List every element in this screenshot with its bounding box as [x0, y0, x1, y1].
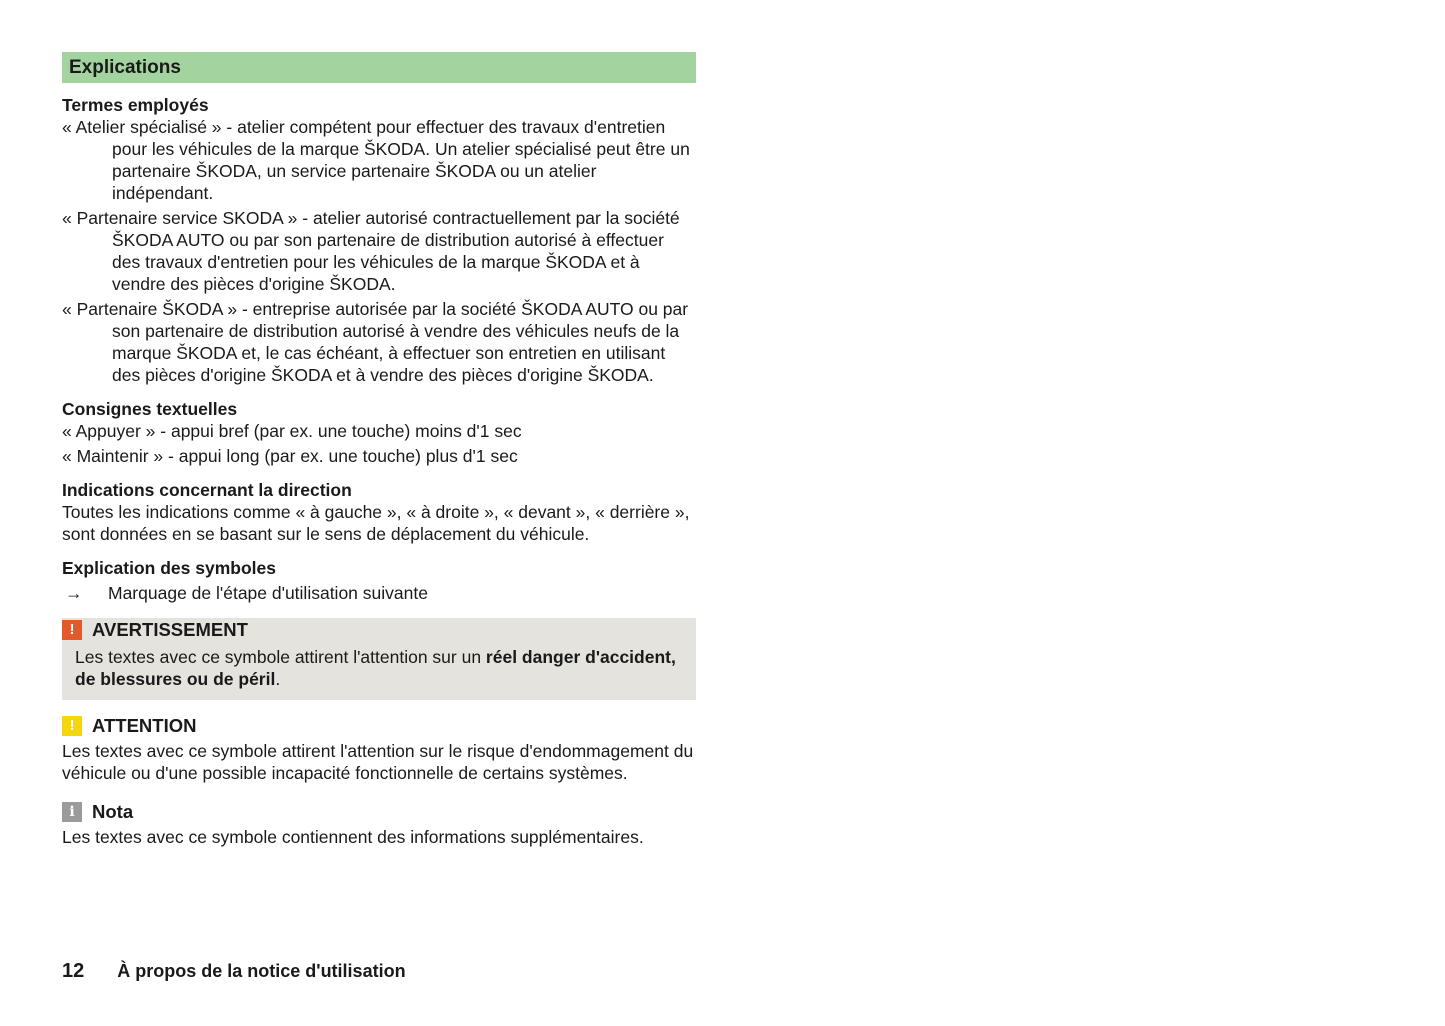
symboles-section [62, 557, 696, 604]
nota-title: Nota [92, 801, 134, 822]
warning-title: AVERTISSEMENT [92, 619, 248, 640]
attention-section [62, 714, 696, 784]
symboles-heading: Explication des symboles [62, 558, 276, 578]
nota-text: Les textes avec ce symbole contiennent des informations supplémentaires. [62, 827, 644, 847]
term-item: « Atelier spécialisé » - atelier compétent pour effectuer des travaux d'entretien pour les véhicules de la marque ŠKODA. Un atelier spécialisé peut être un partenaire ŠKODA, un service partenaire ŠKODA ou un atelier indépendant. [62, 117, 690, 203]
consigne-item: « Maintenir » - appui long (par ex. une touche) plus d'1 sec [62, 446, 518, 466]
warning-box [62, 618, 696, 700]
page-footer [62, 960, 406, 983]
direction-heading: Indications concernant la direction [62, 480, 352, 500]
direction-text: Toutes les indications comme « à gauche », « à droite », « devant », « derrière », sont données en se basant sur le sens de déplacement du véhicule. [62, 502, 690, 544]
warning-icon: ! [62, 620, 82, 640]
terms-section [62, 94, 696, 386]
term-item: « Partenaire ŠKODA » - entreprise autorisée par la société ŠKODA AUTO ou par son partenaire de distribution autorisé à vendre des véhicules neufs de la marque ŠKODA et, le cas échéant, à effectuer son entretien en utilisant des pièces d'origine ŠKODA et à vendre des pièces d'origine ŠKODA. [62, 299, 689, 385]
content-column [62, 52, 696, 848]
attention-title-row [62, 714, 696, 738]
attention-text: Les textes avec ce symbole attirent l'attention sur le risque d'endommagement du véhicule ou d'une possible incapacité fonctionnelle de certains systèmes. [62, 741, 694, 783]
consignes-heading: Consignes textuelles [62, 399, 238, 419]
term-item: « Partenaire service SKODA » - atelier autorisé contractuellement par la société ŠKODA AUTO ou par son partenaire de distribution autorisé à effectuer des travaux d'entretien pour les véhicules de la marque ŠKODA et à vendre des pièces d'origine ŠKODA. [62, 208, 680, 294]
warning-title-row [62, 618, 683, 642]
warning-text-after: . [275, 669, 281, 689]
consigne-item: « Appuyer » - appui bref (par ex. une touche) moins d'1 sec [62, 421, 522, 441]
nota-section [62, 800, 696, 848]
direction-section [62, 479, 696, 545]
section-title: Explications [62, 52, 696, 83]
warning-text-before: Les textes avec ce symbole attirent l'attention sur un [75, 647, 486, 667]
symbol-description: Marquage de l'étape d'utilisation suivante [108, 583, 428, 603]
consignes-section [62, 398, 696, 467]
nota-title-row [62, 800, 696, 824]
attention-title: ATTENTION [92, 715, 197, 736]
terms-heading: Termes employés [62, 95, 209, 115]
warning-text [75, 646, 683, 690]
page-number: 12 [62, 960, 85, 982]
arrow-right-icon: → [65, 583, 83, 603]
chapter-title: À propos de la notice d'utilisation [117, 961, 406, 981]
info-icon: i [62, 802, 82, 822]
symbol-row [62, 582, 696, 604]
warning-text-bold: réel danger d'accident, de blessures ou de péril [75, 647, 676, 689]
attention-icon: ! [62, 716, 82, 736]
